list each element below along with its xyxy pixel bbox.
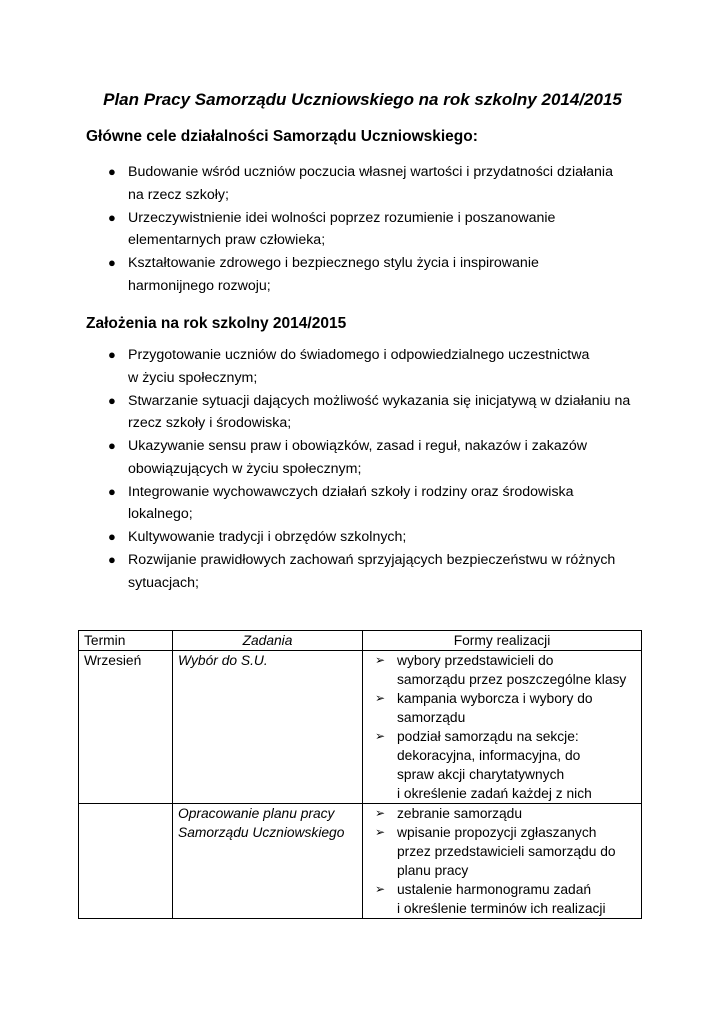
arrow-icon: ➢ bbox=[375, 806, 386, 820]
bullet-icon: ● bbox=[108, 209, 116, 225]
text-line: Budowanie wśród uczniów poczucia własnej wartości i przydatności działania bbox=[128, 164, 613, 180]
text-line: spraw akcji charytatywnych bbox=[397, 767, 565, 782]
arrow-icon: ➢ bbox=[375, 882, 386, 896]
bullet-text bbox=[128, 207, 648, 252]
text-line: wybory przedstawicieli do bbox=[397, 653, 554, 668]
text-line: lokalnego; bbox=[128, 506, 193, 523]
text-line: w życiu społecznym; bbox=[128, 369, 258, 386]
header-tasks: Zadania bbox=[173, 631, 363, 651]
text-line: i określenie zadań każdej z nich bbox=[397, 786, 592, 801]
table-header-row bbox=[79, 631, 642, 651]
text-line: ustalenie harmonogramu zadań bbox=[397, 882, 592, 897]
text-line: dekoracyjna, informacyjna, do bbox=[397, 748, 581, 763]
text-line: rzecz szkoły i środowiska; bbox=[128, 415, 292, 432]
bullet-icon: ● bbox=[108, 529, 116, 545]
document-title: Plan Pracy Samorządu Uczniowskiego na rok szkolny 2014/2015 bbox=[103, 90, 622, 109]
bullet-text bbox=[128, 481, 648, 526]
text-line: elementarnych praw człowieka; bbox=[128, 232, 326, 249]
text-line: Stwarzanie sytuacji dających możliwość wykazania się inicjatywą w działaniu na bbox=[128, 392, 631, 409]
bullet-text bbox=[128, 526, 648, 549]
bullet-text bbox=[128, 252, 648, 297]
term-cell: Wrzesień bbox=[79, 651, 173, 804]
text-line: Urzeczywistnienie idei wolności poprzez rozumienie i poszanowanie bbox=[128, 209, 556, 226]
bullet-text bbox=[128, 161, 648, 206]
table-row bbox=[79, 804, 642, 919]
form-item bbox=[368, 727, 636, 803]
forms-cell bbox=[363, 804, 642, 919]
text-line: zebranie samorządu bbox=[397, 806, 523, 821]
task-cell bbox=[173, 651, 363, 804]
section-heading-assumptions: Założenia na rok szkolny 2014/2015 bbox=[86, 315, 347, 332]
text-line: planu pracy bbox=[397, 863, 469, 878]
text-line: przez przedstawicieli samorządu do bbox=[397, 844, 616, 859]
text-line: podział samorządu na sekcje: bbox=[397, 729, 579, 744]
text-line: Wybór do S.U. bbox=[178, 653, 268, 668]
text-line: obowiązujących w życiu społecznym; bbox=[128, 460, 362, 477]
section-heading-goals: Główne cele działalności Samorządu Uczniowskiego: bbox=[86, 128, 478, 145]
arrow-icon: ➢ bbox=[375, 825, 386, 839]
bullet-text bbox=[128, 435, 648, 480]
bullet-text bbox=[128, 549, 648, 594]
text-line: samorządu bbox=[397, 710, 466, 725]
forms-cell bbox=[363, 651, 642, 804]
text-line: Integrowanie wychowawczych działań szkoły i rodziny oraz środowiska bbox=[128, 483, 574, 500]
form-item bbox=[368, 823, 636, 880]
header-forms: Formy realizacji bbox=[363, 631, 642, 651]
bullet-icon: ● bbox=[108, 483, 116, 499]
form-item bbox=[368, 689, 636, 727]
bullet-icon: ● bbox=[108, 552, 116, 568]
arrow-icon: ➢ bbox=[375, 691, 386, 705]
text-line: kampania wyborcza i wybory do bbox=[397, 691, 593, 706]
text-line: sytuacjach; bbox=[128, 574, 199, 591]
text-line: Samorządu Uczniowskiego bbox=[178, 825, 345, 840]
text-line: harmonijnego rozwoju; bbox=[128, 277, 271, 294]
form-item bbox=[368, 880, 636, 918]
text-line: na rzecz szkoły; bbox=[128, 186, 229, 203]
bullet-icon: ● bbox=[108, 164, 116, 179]
bullet-icon: ● bbox=[108, 392, 116, 408]
text-line: samorządu przez poszczególne klasy bbox=[397, 672, 627, 687]
arrow-icon: ➢ bbox=[375, 653, 386, 667]
text-line: Rozwijanie prawidłowych zachowań sprzyjających bezpieczeństwu w różnych bbox=[128, 552, 616, 569]
form-item bbox=[368, 651, 636, 689]
header-term: Termin bbox=[79, 631, 173, 651]
text-line: Kultywowanie tradycji i obrzędów szkolnych; bbox=[128, 529, 407, 546]
bullet-icon: ● bbox=[108, 438, 116, 454]
bullet-icon: ● bbox=[108, 347, 116, 362]
form-item bbox=[368, 804, 636, 823]
bullet-text bbox=[128, 344, 648, 389]
task-cell bbox=[173, 804, 363, 919]
text-line: Ukazywanie sensu praw i obowiązków, zasad i reguł, nakazów i zakazów bbox=[128, 438, 587, 455]
term-cell bbox=[79, 804, 173, 919]
text-line: Kształtowanie zdrowego i bezpiecznego stylu życia i inspirowanie bbox=[128, 255, 539, 272]
bullet-icon: ● bbox=[108, 255, 116, 271]
text-line: Przygotowanie uczniów do świadomego i odpowiedzialnego uczestnictwa bbox=[128, 347, 590, 363]
text-line: Opracowanie planu pracy bbox=[178, 806, 335, 821]
bullet-text bbox=[128, 390, 648, 435]
text-line: i określenie terminów ich realizacji bbox=[397, 901, 606, 916]
arrow-icon: ➢ bbox=[375, 729, 386, 743]
plan-table bbox=[78, 630, 642, 919]
table-row bbox=[79, 651, 642, 804]
text-line: wpisanie propozycji zgłaszanych bbox=[397, 825, 597, 840]
